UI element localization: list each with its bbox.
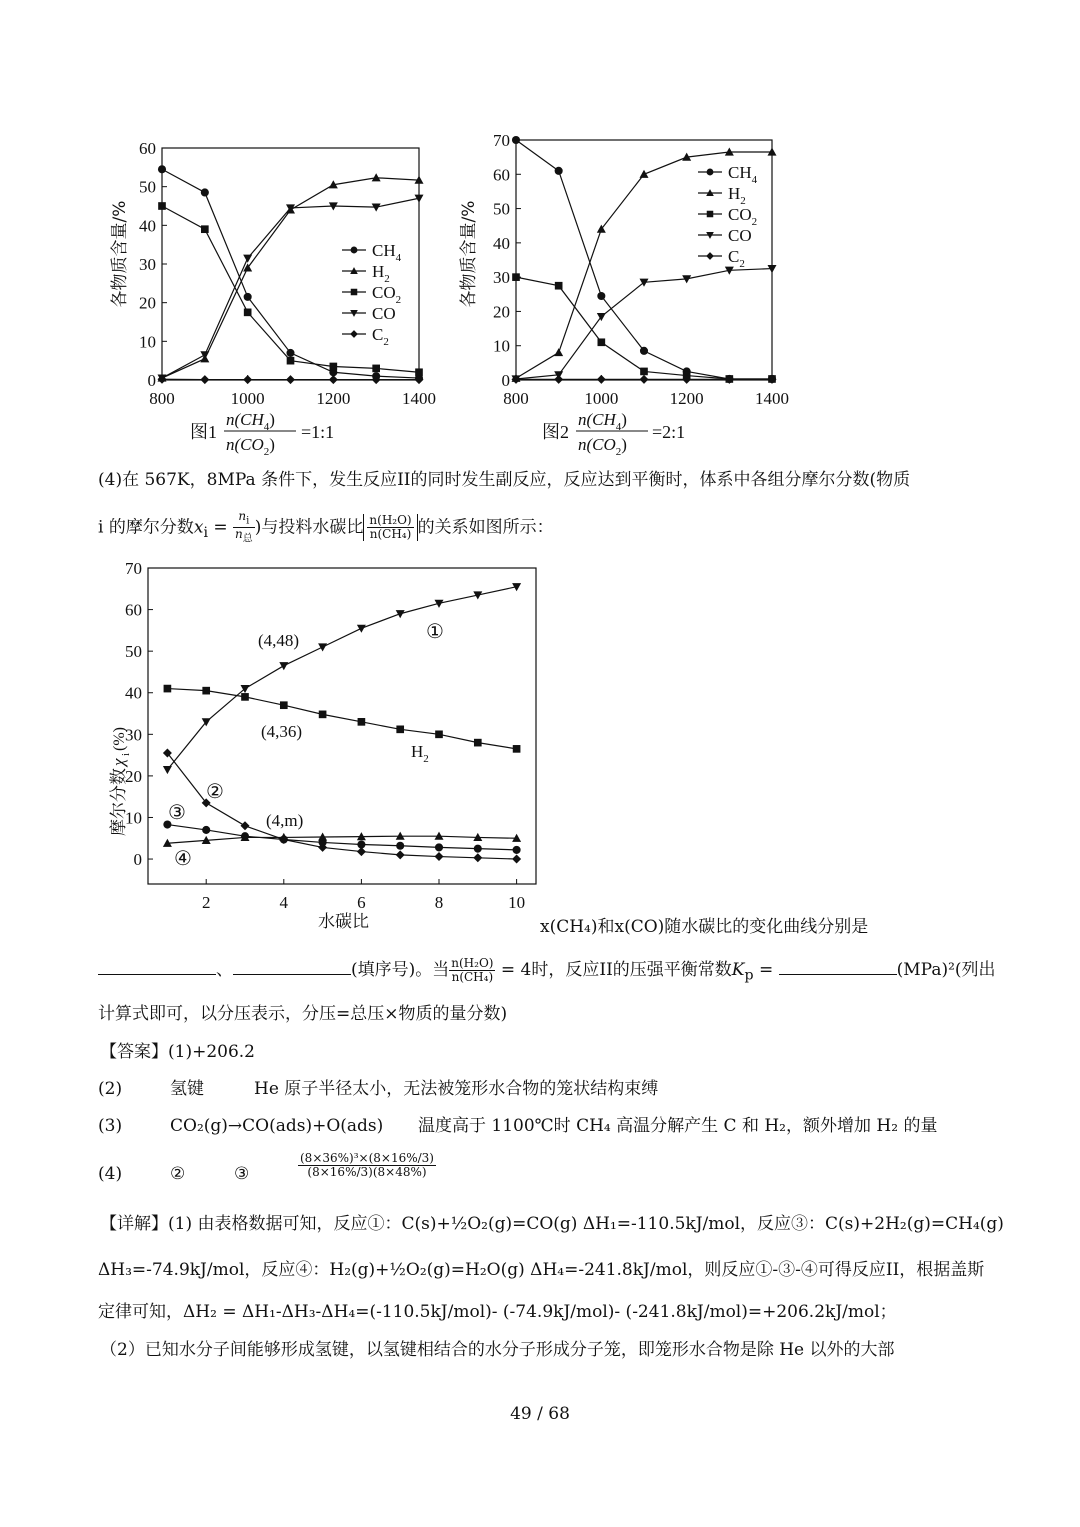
answer-3-no: (3) bbox=[98, 1116, 123, 1136]
chart-3-series-0-point-6 bbox=[396, 610, 405, 618]
svg-text:摩尔分数: 摩尔分数 bbox=[109, 768, 129, 836]
chart-2-svg bbox=[452, 128, 792, 463]
page-number: 49 / 68 bbox=[510, 1404, 570, 1424]
chart-3-series-3-point-8 bbox=[474, 845, 482, 853]
chart-2-legend-label-3: CO bbox=[728, 226, 752, 245]
chart-2-ytick-label-3: 30 bbox=[493, 268, 510, 288]
chart-3-ytick-label-1: 10 bbox=[125, 808, 142, 828]
figure-2-chart bbox=[452, 128, 792, 463]
anno-curve-3: ③ bbox=[168, 802, 186, 824]
svg-text:χ: χ bbox=[109, 758, 128, 766]
chart-2-xtick-label-3: 1400 bbox=[755, 389, 789, 408]
chart-1-ratio-num: $n(CH_4)$ bbox=[226, 410, 275, 433]
chart-2-ratio-num: $n(CH_4)$ bbox=[578, 410, 627, 433]
chart-3-series-1-point-8 bbox=[474, 739, 482, 747]
chart-3-series-1-point-0 bbox=[164, 685, 172, 693]
chart-1-series-4-point-1 bbox=[200, 375, 209, 384]
q4-fill-line bbox=[98, 956, 996, 987]
chart-2-legend-marker-0 bbox=[707, 169, 714, 176]
detail-line-3: 定律可知，ΔH₂ = ΔH₁-ΔH₃-ΔH₄=(-110.5kJ/mol)- (-74.9kJ/mol)- (-241.8kJ/mol)=+206.2kJ/mol； bbox=[98, 1302, 897, 1322]
chart-1-ytick-label-2: 20 bbox=[139, 293, 156, 313]
chart-3-series-2-point-2 bbox=[241, 821, 250, 830]
chart-1-ytick-label-0: 0 bbox=[147, 371, 156, 390]
chart-1-series-2-point-4 bbox=[330, 363, 338, 371]
chart-3-series-1-point-6 bbox=[396, 726, 404, 734]
chart-3-series-1-point-3 bbox=[280, 701, 288, 709]
anno-4-48: (4,48) bbox=[258, 631, 300, 650]
q4-fill-eq: = bbox=[753, 960, 779, 980]
chart-1-series-0-point-0 bbox=[158, 165, 166, 173]
chart-1-series-4-point-3 bbox=[286, 375, 295, 384]
q4-line1: (4)在 567K，8MPa 条件下，发生反应II的同时发生副反应，反应达到平衡时，体系中各组分摩尔分数(物质 bbox=[98, 470, 911, 490]
q4-line5: 计算式即可，以分压表示，分压=总压×物质的量分数) bbox=[98, 1004, 508, 1024]
chart-2-xtick-label-0: 800 bbox=[503, 389, 529, 408]
chart-1-series-2-point-6 bbox=[415, 368, 423, 376]
q4-ratio-bracket bbox=[363, 514, 417, 541]
chart-1-series-2-point-5 bbox=[372, 365, 380, 373]
chart-3-ytick-label-4: 40 bbox=[125, 683, 142, 703]
chart-1-xtick-label-0: 800 bbox=[149, 389, 175, 408]
chart-2-series-2-point-1 bbox=[555, 282, 563, 290]
detail-line-4: （2）已知水分子间能够形成氢键，以氢键相结合的水分子形成分子笼，即笼形水合物是除 He 以外的大部 bbox=[100, 1340, 895, 1360]
chart-2-ylabel: 各物质含量/% bbox=[459, 200, 479, 308]
chart-2-ytick-label-4: 40 bbox=[493, 233, 510, 253]
q4-xi-sub: i bbox=[203, 524, 208, 541]
q4-frac-num: n bbox=[238, 509, 247, 523]
chart-1-series-0-point-2 bbox=[244, 293, 252, 301]
chart-1-series-0-point-3 bbox=[286, 349, 294, 357]
chart-3-svg bbox=[98, 556, 548, 941]
q4-ratio-frac bbox=[449, 957, 495, 984]
answer-2-part2: He 原子半径太小，无法被笼形水合物的笼状结构束缚 bbox=[254, 1079, 659, 1099]
svg-text:(%): (%) bbox=[111, 727, 128, 751]
answer-4-part1: ② bbox=[170, 1164, 186, 1184]
chart-1-ytick-label-5: 50 bbox=[139, 177, 156, 197]
chart-2-ytick-label-5: 50 bbox=[493, 199, 510, 219]
chart-2-ytick-label-1: 10 bbox=[493, 336, 510, 356]
chart-2-caption-prefix: 图2 bbox=[542, 422, 569, 442]
q4-fill-den: n(CH₄) bbox=[451, 970, 494, 984]
chart-2-series-2-point-3 bbox=[640, 368, 648, 376]
chart-3-series-0-point-4 bbox=[318, 643, 327, 651]
chart-1-ratio-den: $n(CO_2)$ bbox=[226, 435, 275, 458]
chart-2-ratio-den: $n(CO_2)$ bbox=[578, 435, 627, 458]
chart-3-series-1-point-7 bbox=[435, 730, 443, 738]
q4-fill-d: (MPa)²(列出 bbox=[896, 960, 996, 980]
kp-sub: p bbox=[744, 967, 754, 984]
anno-h2: $H_2$ bbox=[411, 742, 429, 765]
chart-3-series-3-point-6 bbox=[396, 842, 404, 850]
chart-2-ytick-label-0: 0 bbox=[501, 371, 510, 390]
chart-1-xtick-label-1: 1000 bbox=[230, 389, 265, 408]
chart-2-series-2-point-2 bbox=[598, 338, 606, 346]
chart-3-series-0-point-0 bbox=[163, 766, 172, 774]
answer-4-num: (8×36%)³×(8×16%/3) bbox=[300, 1151, 434, 1165]
chart-3-series-3-point-5 bbox=[357, 840, 365, 848]
chart-3-xtick-label-1: 4 bbox=[279, 893, 289, 912]
answer-4-fraction bbox=[298, 1152, 436, 1179]
chart-1-caption-prefix: 图1 bbox=[190, 422, 217, 442]
chart-2-series-2-point-0 bbox=[512, 273, 520, 281]
chart-2-xtick-label-2: 1200 bbox=[669, 389, 704, 408]
q4-xi-symbol: x bbox=[193, 517, 204, 538]
q4-fill-b: (填序号)。当 bbox=[351, 960, 450, 980]
answer-4-no: (4) bbox=[98, 1164, 123, 1184]
anno-curve-4: ④ bbox=[174, 848, 192, 870]
q4-frac-den: n bbox=[235, 527, 243, 542]
chart-3-series-2-point-6 bbox=[396, 850, 405, 859]
q4-frac-num-sub: i bbox=[246, 515, 250, 527]
chart-3-xlabel: 水碳比 bbox=[318, 912, 369, 932]
answer-2-part1: 氢键 bbox=[170, 1079, 204, 1099]
chart-1-series-4-point-2 bbox=[243, 375, 252, 384]
chart-3-series-1-point-9 bbox=[513, 745, 521, 753]
chart-3-series-2-point-9 bbox=[512, 855, 521, 864]
q4-after-chart: x(CH₄)和x(CO)随水碳比的变化曲线分别是 bbox=[540, 917, 869, 937]
chart-2-ytick-label-6: 60 bbox=[493, 165, 510, 185]
chart-3-xtick-label-4: 10 bbox=[508, 893, 526, 912]
chart-3-ytick-label-3: 30 bbox=[125, 725, 142, 745]
chart-3-ytick-label-5: 50 bbox=[125, 642, 142, 662]
chart-2-ratio-value: =2:1 bbox=[652, 422, 686, 442]
chart-3-xtick-label-0: 2 bbox=[201, 893, 211, 912]
chart-2-series-4-point-2 bbox=[597, 375, 606, 384]
answer-2-no: (2) bbox=[98, 1079, 123, 1099]
chart-2-series-3-point-2 bbox=[597, 313, 606, 321]
q4-line2-b: )与投料水碳比 bbox=[254, 517, 364, 538]
chart-1-ytick-label-6: 60 bbox=[139, 139, 156, 158]
answer-head: 【答案】(1)+206.2 bbox=[100, 1042, 255, 1062]
q4-frac-den-sub: 总 bbox=[242, 533, 253, 545]
chart-3-series-0-point-3 bbox=[279, 662, 288, 670]
figure-1-chart bbox=[98, 128, 438, 463]
chart-2-legend-marker-4 bbox=[706, 252, 714, 260]
chart-3-series-3-point-9 bbox=[513, 846, 521, 854]
answer-blank-3[interactable] bbox=[779, 956, 897, 975]
chart-1-ylabel: 各物质含量/% bbox=[110, 200, 130, 308]
answer-4-part2: ③ bbox=[234, 1164, 250, 1184]
answer-3-part1: CO₂(g)→CO(ads)+O(ads) bbox=[170, 1116, 384, 1136]
answer-4-den: (8×16%/3)(8×48%) bbox=[307, 1165, 427, 1179]
svg-text:i: i bbox=[120, 752, 132, 756]
chart-2-legend-marker-2 bbox=[707, 211, 714, 218]
anno-4-m: (4,m) bbox=[266, 811, 304, 830]
chart-1-legend-label-4: $C_2$ bbox=[372, 325, 389, 348]
chart-1-legend-marker-4 bbox=[350, 330, 358, 338]
chart-3-series-3-point-7 bbox=[435, 843, 443, 851]
chart-3-series-2-point-7 bbox=[435, 852, 444, 861]
chart-2-legend-label-0: $CH_4$ bbox=[728, 163, 758, 186]
chart-1-series-4-point-4 bbox=[329, 375, 338, 384]
chart-1-ytick-label-4: 40 bbox=[139, 216, 156, 236]
chart-1-legend-label-1: $H_2$ bbox=[372, 262, 390, 285]
chart-3-xtick-label-2: 6 bbox=[357, 893, 366, 912]
chart-1-series-2-point-0 bbox=[158, 202, 166, 210]
chart-3-ytick-label-2: 20 bbox=[125, 766, 142, 786]
chart-1-ytick-label-1: 10 bbox=[139, 332, 156, 352]
chart-3-ytick-label-0: 0 bbox=[133, 850, 142, 870]
chart-1-legend-marker-0 bbox=[351, 247, 358, 254]
detail-line-2: ΔH₃=-74.9kJ/mol，反应④：H₂(g)+½O₂(g)=H₂O(g) ΔH₄=-241.8kJ/mol，则反应①-③-④可得反应II，根据盖斯 bbox=[98, 1260, 985, 1280]
chart-1-series-0-point-1 bbox=[201, 188, 209, 196]
chart-2-legend-label-1: $H_2$ bbox=[728, 184, 746, 207]
chart-1-legend-label-0: $CH_4$ bbox=[372, 241, 402, 264]
chart-1-series-2-point-1 bbox=[201, 225, 209, 233]
chart-3-ytick-label-6: 60 bbox=[125, 600, 142, 620]
chart-3-series-1-point-4 bbox=[319, 711, 327, 719]
chart-1-series-2-point-2 bbox=[244, 309, 252, 317]
answer-blank-2[interactable] bbox=[233, 956, 351, 975]
chart-2-series-0-point-3 bbox=[640, 347, 648, 355]
detail-line-1: 【详解】(1) 由表格数据可知，反应①：C(s)+½O₂(g)=CO(g) ΔH₁=-110.5kJ/mol，反应③：C(s)+2H₂(g)=CH₄(g) bbox=[100, 1214, 1004, 1234]
figure-3-chart bbox=[98, 556, 548, 941]
answer-blank-1[interactable] bbox=[98, 956, 216, 975]
chart-2-ytick-label-7: 70 bbox=[493, 131, 510, 150]
chart-1-xtick-label-2: 1200 bbox=[316, 389, 351, 408]
chart-1-series-1-point-5 bbox=[372, 173, 381, 181]
chart-3-series-4-line bbox=[167, 836, 516, 843]
chart-3-series-1-point-5 bbox=[358, 718, 366, 726]
chart-1-legend-label-3: CO bbox=[372, 304, 396, 323]
chart-3-ytick-label-7: 70 bbox=[125, 559, 142, 578]
chart-3-series-0-line bbox=[167, 587, 516, 770]
chart-1-series-3-point-1 bbox=[200, 351, 209, 359]
chart-3-series-1-point-1 bbox=[202, 687, 210, 695]
chart-2-series-1-point-1 bbox=[554, 348, 563, 356]
q4-line2-eq: = bbox=[207, 517, 234, 538]
chart-3-series-1-point-2 bbox=[241, 693, 249, 701]
chart-2-legend-label-2: $CO_2$ bbox=[728, 205, 758, 228]
q4-br-num: n(H₂O) bbox=[369, 513, 412, 528]
anno-curve-2: ② bbox=[206, 781, 224, 803]
q4-fill-c: = 4时，反应II的压强平衡常数 bbox=[495, 960, 732, 980]
answer-3-part2: 温度高于 1100℃时 CH₄ 高温分解产生 C 和 H₂，额外增加 H₂ 的量 bbox=[418, 1116, 938, 1136]
chart-1-series-2-point-3 bbox=[287, 357, 295, 365]
chart-1-ytick-label-3: 30 bbox=[139, 255, 156, 274]
q4-fill-sep: 、 bbox=[216, 960, 233, 980]
chart-2-series-2-line bbox=[516, 277, 772, 379]
kp-symbol: K bbox=[731, 960, 745, 980]
chart-3-series-3-point-1 bbox=[202, 826, 210, 834]
chart-2-series-4-point-1 bbox=[554, 375, 563, 384]
chart-2-series-0-point-2 bbox=[597, 292, 605, 300]
chart-1-legend-marker-2 bbox=[351, 289, 358, 296]
chart-2-series-0-point-0 bbox=[512, 136, 520, 144]
chart-2-ytick-label-2: 20 bbox=[493, 302, 510, 322]
chart-1-svg bbox=[98, 128, 438, 463]
chart-3-series-2-point-8 bbox=[473, 853, 482, 862]
q4-line2 bbox=[98, 510, 554, 546]
chart-1-series-3-point-2 bbox=[243, 255, 252, 263]
chart-2-series-4-point-3 bbox=[640, 375, 649, 384]
q4-xi-fraction bbox=[233, 510, 255, 546]
q4-br-den: n(CH₄) bbox=[369, 527, 412, 542]
chart-3-xtick-label-3: 8 bbox=[434, 893, 444, 912]
chart-2-xtick-label-1: 1000 bbox=[584, 389, 619, 408]
chart-1-legend-label-2: $CO_2$ bbox=[372, 283, 402, 306]
q4-line2-a: i 的摩尔分数 bbox=[98, 517, 194, 538]
chart-2-legend-label-4: $C_2$ bbox=[728, 247, 745, 270]
q4-line2-c: 的关系如图所示： bbox=[417, 517, 554, 538]
anno-curve-1: ① bbox=[426, 621, 444, 643]
chart-3-series-1-line bbox=[167, 689, 516, 749]
chart-2-series-1-point-3 bbox=[640, 170, 649, 178]
chart-3-series-0-point-5 bbox=[357, 625, 366, 633]
chart-1-xtick-label-3: 1400 bbox=[402, 389, 436, 408]
q4-fill-num: n(H₂O) bbox=[451, 956, 494, 970]
chart-1-ratio-value: =1:1 bbox=[301, 422, 335, 442]
chart-2-series-0-point-1 bbox=[555, 167, 563, 175]
anno-4-36: (4,36) bbox=[261, 722, 303, 741]
